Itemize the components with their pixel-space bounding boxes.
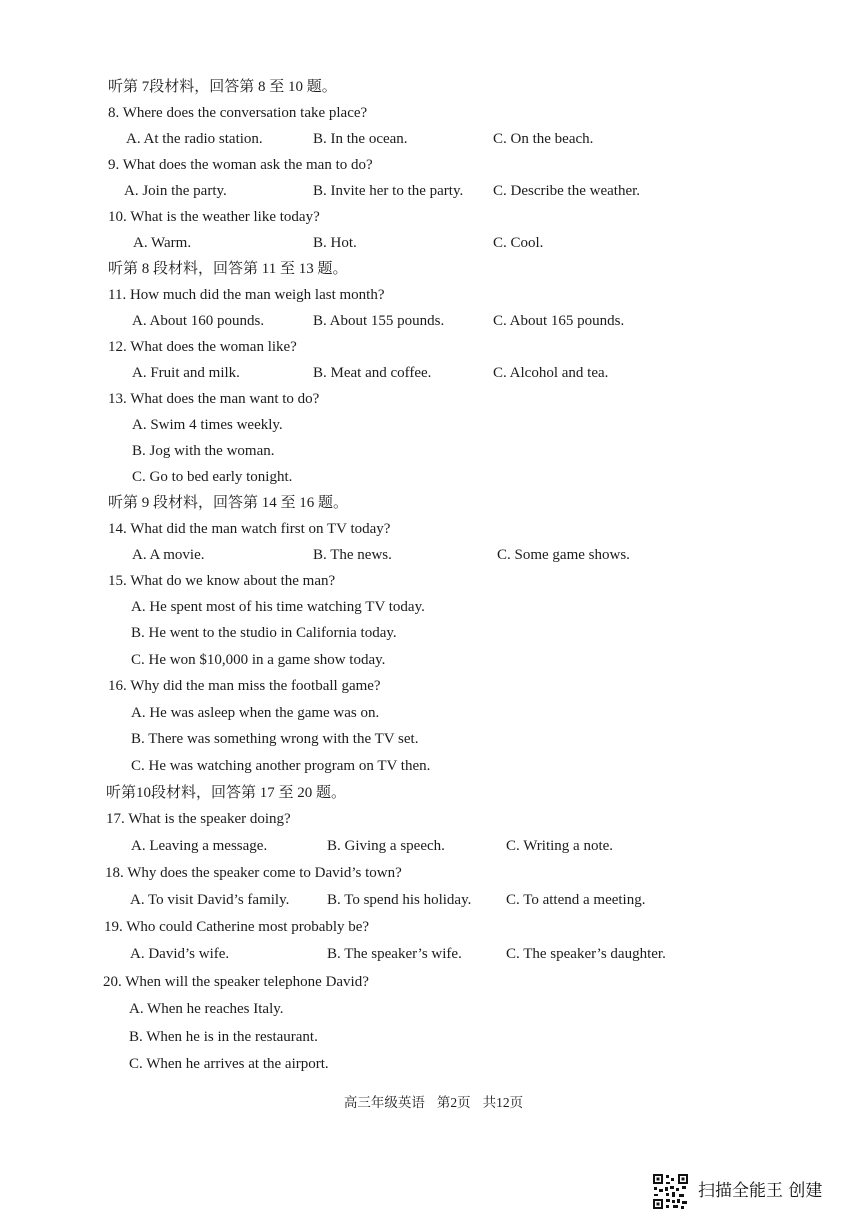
option-a: A. When he reaches Italy. <box>129 1001 284 1017</box>
watermark-text: 扫描全能王 创建 <box>698 1181 823 1201</box>
option-a: A. David’s wife. <box>130 946 230 962</box>
stem-text: 19. Who could Catherine most probably be? <box>104 919 370 935</box>
option-a: A. Leaving a message. <box>131 838 268 854</box>
option-b: B. Invite her to the party. <box>313 183 464 199</box>
question-stem <box>0 386 867 412</box>
scanner-watermark <box>652 1173 852 1213</box>
stem-text: 20. When will the speaker telephone David? <box>103 974 369 990</box>
option-c: C. About 165 pounds. <box>493 313 625 329</box>
options-row <box>0 542 867 568</box>
option-a: A. Warm. <box>133 235 192 251</box>
stem-text: 9. What does the woman ask the man to do? <box>108 157 373 173</box>
qr-code-icon <box>652 1173 689 1210</box>
option-a: A. Fruit and milk. <box>132 365 240 381</box>
option-c: C. Describe the weather. <box>493 183 641 199</box>
option-a: A. A movie. <box>132 547 205 563</box>
option-b: B. The speaker’s wife. <box>327 946 462 962</box>
question-stem <box>0 516 867 542</box>
options-row <box>0 308 867 334</box>
stem-text: 17. What is the speaker doing? <box>106 811 291 827</box>
option-line <box>0 1024 867 1050</box>
options-row <box>0 230 867 256</box>
question-stem <box>0 806 867 832</box>
option-a: A. He spent most of his time watching TV today. <box>131 599 425 615</box>
option-b: B. About 155 pounds. <box>313 313 445 329</box>
option-line <box>0 726 867 752</box>
option-c: C. On the beach. <box>493 131 594 147</box>
question-stem <box>0 914 867 940</box>
option-c: C. To attend a meeting. <box>506 892 646 908</box>
stem-text: 14. What did the man watch first on TV today? <box>108 521 391 537</box>
option-b: B. Meat and coffee. <box>313 365 432 381</box>
section-text: 听第10段材料，回答第 17 至 20 题。 <box>106 785 347 801</box>
section-header <box>0 780 867 806</box>
option-line <box>0 753 867 779</box>
section-header <box>0 256 867 282</box>
stem-text: 11. How much did the man weigh last month? <box>108 287 385 303</box>
section-header <box>0 490 867 516</box>
options-row <box>0 178 867 204</box>
options-row <box>0 126 867 152</box>
option-a: A. About 160 pounds. <box>132 313 265 329</box>
options-row <box>0 887 867 913</box>
question-stem <box>0 282 867 308</box>
option-b: B. Hot. <box>313 235 357 251</box>
option-b: B. Giving a speech. <box>327 838 445 854</box>
stem-text: 13. What does the man want to do? <box>108 391 320 407</box>
option-a: A. To visit David’s family. <box>130 892 290 908</box>
footer-page-number: 第2页 <box>436 1095 471 1110</box>
option-b: B. To spend his holiday. <box>327 892 472 908</box>
stem-text: 8. Where does the conversation take place? <box>108 105 368 121</box>
option-a: A. At the radio station. <box>126 131 263 147</box>
option-line <box>0 700 867 726</box>
option-line <box>0 412 867 438</box>
section-text: 听第 8 段材料，回答第 11 至 13 题。 <box>108 261 348 277</box>
question-stem <box>0 969 867 995</box>
options-row <box>0 941 867 967</box>
option-c: C. He won $10,000 in a game show today. <box>131 652 386 668</box>
option-c: C. Alcohol and tea. <box>493 365 609 381</box>
option-c: C. When he arrives at the airport. <box>129 1056 329 1072</box>
page-footer <box>0 1093 867 1113</box>
option-b: B. Jog with the woman. <box>132 443 275 459</box>
option-b: B. There was something wrong with the TV set. <box>131 731 419 747</box>
question-stem <box>0 334 867 360</box>
option-b: B. In the ocean. <box>313 131 408 147</box>
option-line <box>0 438 867 464</box>
option-b: B. When he is in the restaurant. <box>129 1029 318 1045</box>
section-text: 听第 7段材料，回答第 8 至 10 题。 <box>108 79 337 95</box>
section-header <box>0 74 867 100</box>
option-line <box>0 464 867 490</box>
option-c: C. Cool. <box>493 235 544 251</box>
option-c: C. He was watching another program on TV then. <box>131 758 431 774</box>
question-stem <box>0 100 867 126</box>
question-stem <box>0 673 867 699</box>
stem-text: 18. Why does the speaker come to David’s town? <box>105 865 402 881</box>
options-row <box>0 360 867 386</box>
option-a: A. Swim 4 times weekly. <box>132 417 283 433</box>
option-line <box>0 647 867 673</box>
stem-text: 15. What do we know about the man? <box>108 573 336 589</box>
option-line <box>0 620 867 646</box>
question-stem <box>0 152 867 178</box>
option-line <box>0 1051 867 1077</box>
option-c: C. Writing a note. <box>506 838 614 854</box>
options-row <box>0 833 867 859</box>
option-line <box>0 594 867 620</box>
footer-total-pages: 共12页 <box>482 1095 524 1110</box>
stem-text: 16. Why did the man miss the football game? <box>108 678 381 694</box>
option-a: A. He was asleep when the game was on. <box>131 705 380 721</box>
option-c: C. The speaker’s daughter. <box>506 946 666 962</box>
stem-text: 10. What is the weather like today? <box>108 209 320 225</box>
question-stem <box>0 860 867 886</box>
question-stem <box>0 204 867 230</box>
section-text: 听第 9 段材料，回答第 14 至 16 题。 <box>108 495 349 511</box>
option-line <box>0 996 867 1022</box>
option-a: A. Join the party. <box>124 183 227 199</box>
question-stem <box>0 568 867 594</box>
option-b: B. The news. <box>313 547 392 563</box>
option-c: C. Go to bed early tonight. <box>132 469 293 485</box>
stem-text: 12. What does the woman like? <box>108 339 297 355</box>
footer-subject: 高三年级英语 <box>343 1095 425 1110</box>
option-c: C. Some game shows. <box>497 547 630 563</box>
option-b: B. He went to the studio in California today. <box>131 625 397 641</box>
